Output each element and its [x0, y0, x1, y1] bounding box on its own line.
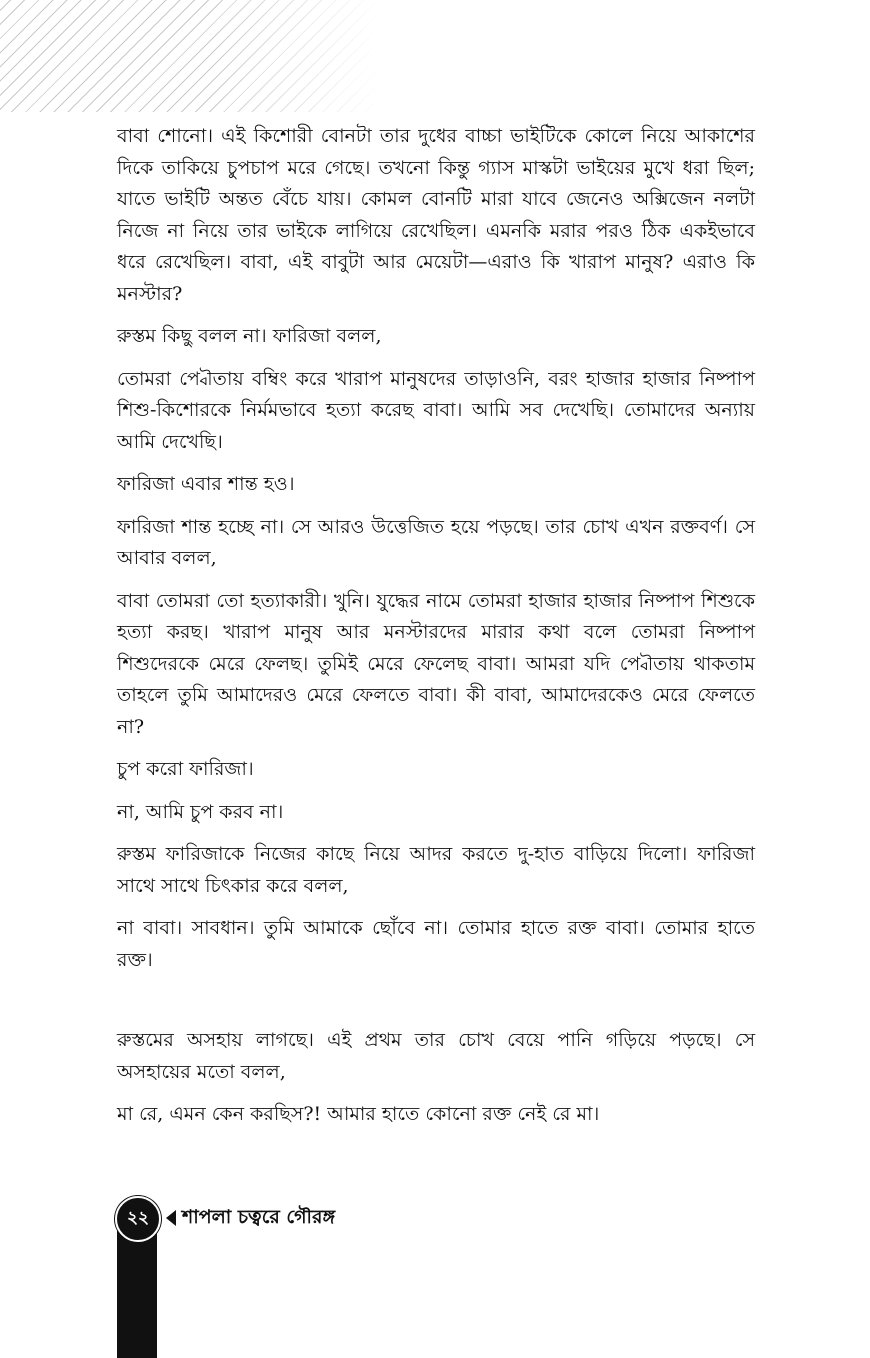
paragraph: মা রে, এমন কেন করছিস?! আমার হাতে কোনো রক্ত নেই রে মা। [117, 1103, 600, 1125]
paragraph: না, আমি চুপ করব না। [117, 800, 284, 823]
corner-hatch-decoration [0, 0, 380, 112]
paragraph: রুস্তম ফারিজাকে নিজের কাছে নিয়ে আদর করতে দু-হাত বাড়িয়ে দিলো। ফারিজা সাথে সাথে চিৎকার করে বলল, [117, 843, 755, 897]
section-gap [117, 987, 755, 1025]
paragraph: রুস্তম কিছু বলল না। ফারিজা বলল, [117, 325, 382, 347]
paragraph: ফারিজা এবার শান্ত হও। [117, 473, 295, 495]
paragraph: বাবা শোনো। এই কিশোরী বোনটা তার দুধের বাচ্চা ভাইটিকে কোলে নিয়ে আকাশের দিকে তাকিয়ে চুপচাপ মরে গেছে। তখনো কিন্তু গ্যাস মাস্কটা ভাইয়ের মুখে ধরা ছিল; যাতে ভাইটি অন্তত বেঁচে যায়। কোমল বোনটি মারা যাবে জেনেও অক্সিজেন নলটা নিজে না নিয়ে তার ভাইকে লাগিয়ে রেখেছিল। এমনকি মরার পরও ঠিক একইভাবে ধরে রেখেছিল। বাবা, এই বাবুটা আর মেয়েটা—এরাও কি খারাপ মানুষ? এরাও কি মনস্টার? [117, 125, 755, 305]
paragraph: বাবা তোমরা তো হত্যাকারী। খুনি। যুদ্ধের নামে তোমরা হাজার হাজার নিষ্পাপ শিশুকে হত্যা করছ। খারাপ মানুষ আর মনস্টারদের মারার কথা বলে তোমরা নিষ্পাপ শিশুদেরকে মেরে ফেলছ। তুমিই মেরে ফেলেছ বাবা। আমরা যদি প্বৌতায় থাকতাম তাহলে তুমি আমাদেরও মেরে ফেলতে বাবা। কী বাবা, আমাদেরকেও মেরে ফেলতে না? [117, 589, 755, 738]
page-number-badge: ২২ [115, 1196, 161, 1242]
paragraph: রুস্তমের অসহায় লাগছে। এই প্রথম তার চোখ বেয়ে পানি গড়িয়ে পড়ছে। সে অসহায়ের মতো বলল, [117, 1029, 755, 1083]
paragraph: না বাবা। সাবধান। তুমি আমাকে ছোঁবে না। তোমার হাতে রক্ত বাবা। তোমার হাতে রক্ত। [117, 917, 755, 971]
page-body [117, 121, 755, 1142]
paragraph: তোমরা প্বৌতায় বম্বিং করে খারাপ মানুষদের তাড়াওনি, বরং হাজার হাজার নিষ্পাপ শিশু-কিশোরকে নির্মমভাবে হত্যা করেছ বাবা। আমি সব দেখেছি। তোমাদের অন্যায় আমি দেখেছি। [117, 367, 755, 453]
paragraph: চুপ করো ফারিজা। [117, 758, 254, 780]
paragraph: ফারিজা শান্ত হচ্ছে না। সে আরও উত্তেজিত হয়ে পড়ছে। তার চোখ এখন রক্তবর্ণ। সে আবার বলল, [117, 515, 755, 569]
running-book-title: শাপলা চত্বরে গৌরঙ্গ [182, 1206, 336, 1228]
left-arrow-icon [166, 1210, 176, 1226]
